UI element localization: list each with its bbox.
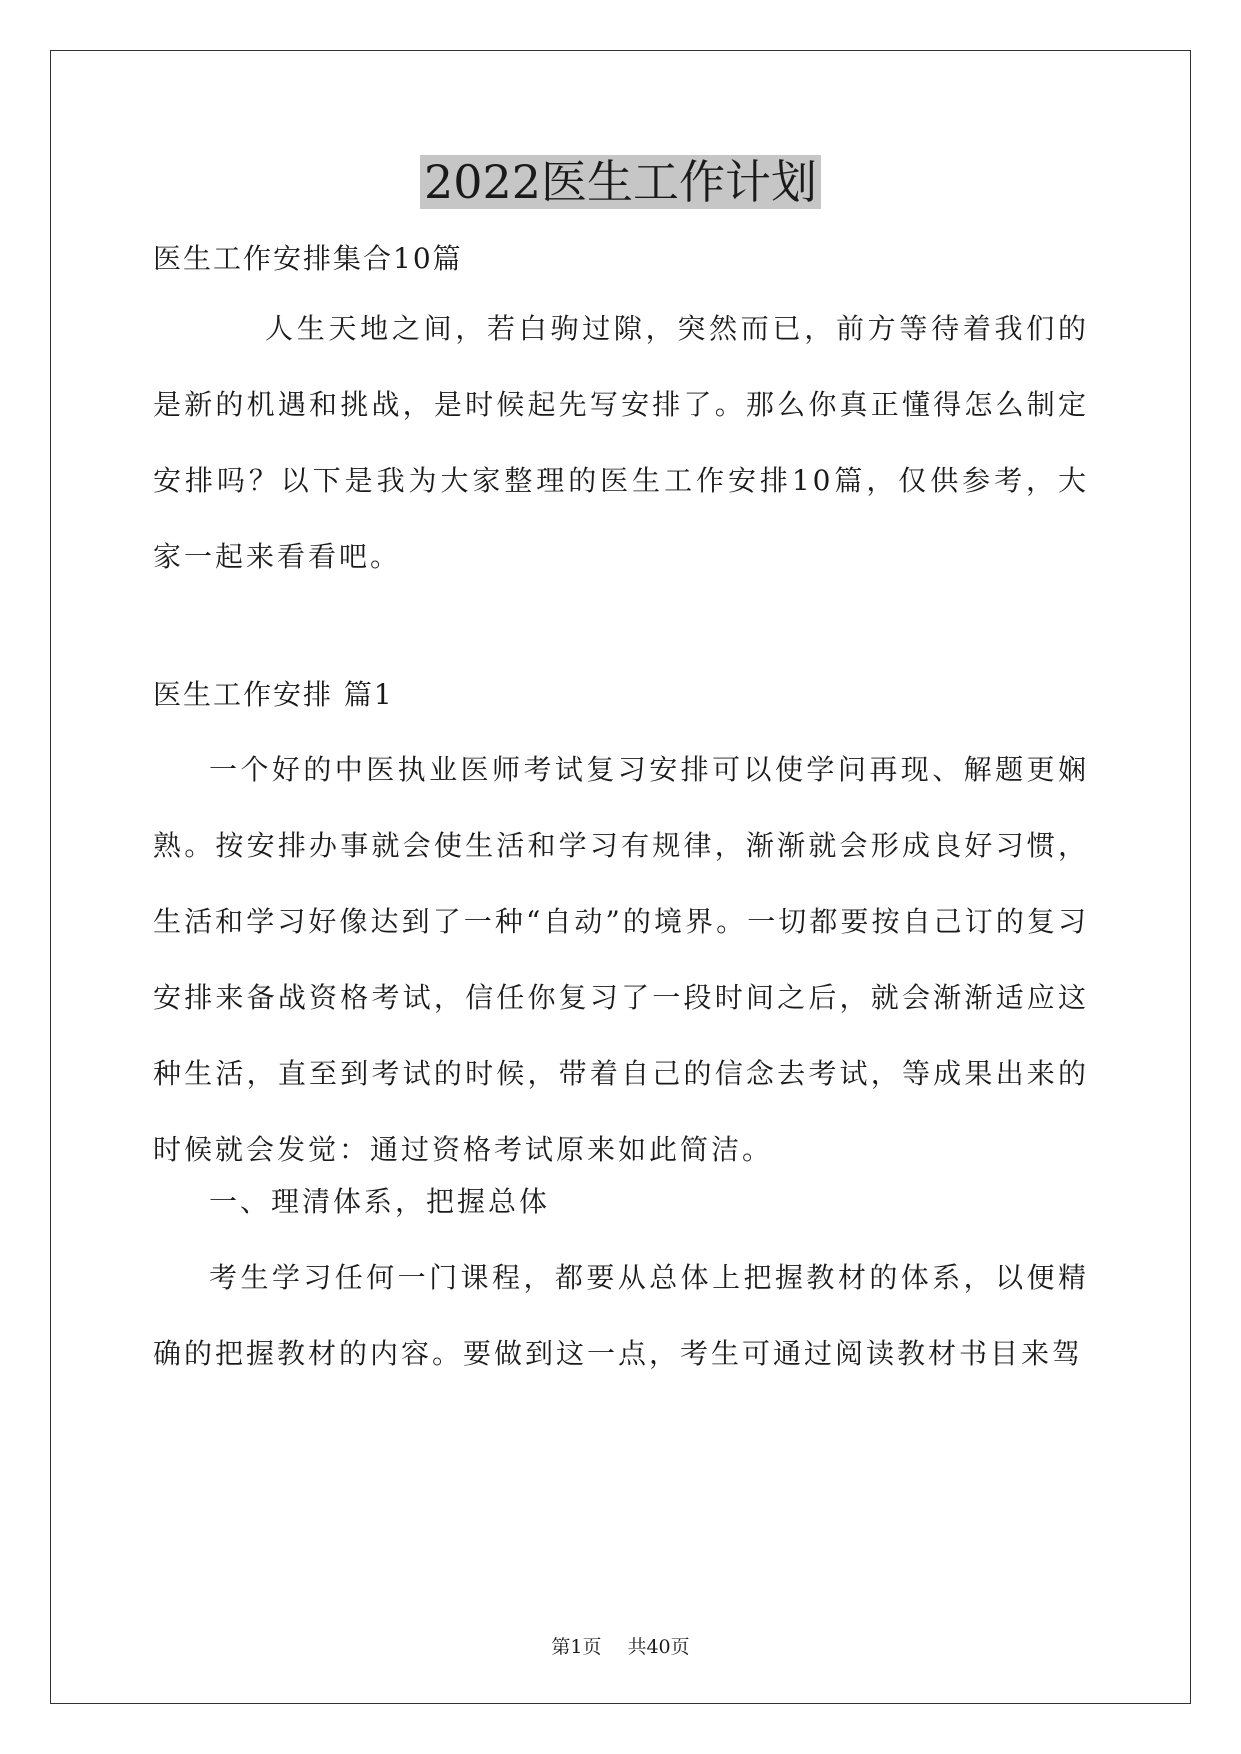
body-paragraph-2: 考生学习任何一门课程，都要从总体上把握教材的体系，以便精确的把握教材的内容。要做到这一点，考生可通过阅读教材书目来驾 <box>153 1261 1089 1370</box>
page-footer <box>0 1632 1241 1659</box>
page-number: 第1页 <box>551 1636 602 1658</box>
document-title-text: 2022医生工作计划 <box>420 155 821 209</box>
page-total: 共40页 <box>627 1636 690 1658</box>
body-paragraph-1: 一个好的中医执业医师考试复习安排可以使学问再现、解题更娴熟。按安排办事就会使生活和学习有规律，渐渐就会形成良好习惯，生活和学习好像达到了一种“自动”的境界。一切都要按自己订的复习安排来备战资格考试，信任你复习了一段时间之后，就会渐渐适应这种生活，直至到考试的时候，带着自己的信念去考试，等成果出来的时候就会发觉：通过资格考试原来如此简洁。 <box>153 753 1089 1166</box>
intro-paragraph: 人生天地之间，若白驹过隙，突然而已，前方等待着我们的是新的机遇和挑战，是时候起先写安排了。那么你真正懂得怎么制定安排吗？以下是我为大家整理的医生工作安排10篇，仅供参考，大家一起来看看吧。 <box>153 312 1089 573</box>
section-heading: 医生工作安排 篇1 <box>153 678 394 711</box>
document-title <box>0 152 1241 212</box>
subheading-1: 一、理清体系，把握总体 <box>209 1185 551 1218</box>
document-subtitle: 医生工作安排集合10篇 <box>153 242 463 275</box>
